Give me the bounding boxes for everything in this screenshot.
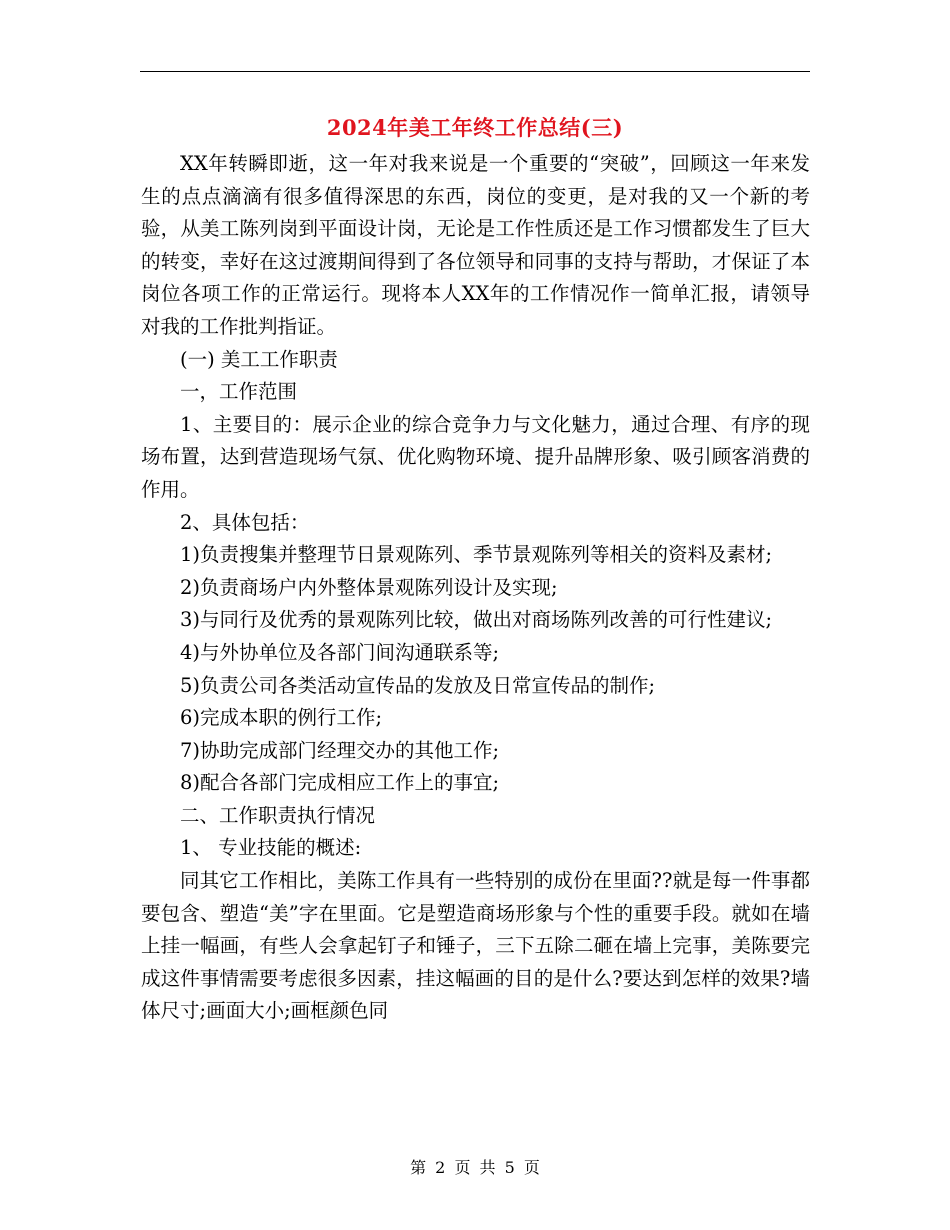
paragraph-intro: XX年转瞬即逝，这一年对我来说是一个重要的“突破”，回顾这一年来发生的点点滴滴有很多值得深思的东西，岗位的变更，是对我的又一个新的考验，从美工陈列岗到平面设计岗，无论是工作性质还是工作习惯都发生了巨大的转变，幸好在这过渡期间得到了各位领导和同事的支持与帮助，才保证了本岗位各项工作的正常运行。现将本人XX年的工作情况作一简单汇报，请领导对我的工作批判指证。 — [141, 152, 810, 338]
list-item: 8)配合各部门完成相应工作上的事宜; — [180, 771, 500, 795]
list-item: 7)协助完成部门经理交办的其他工作; — [180, 738, 500, 762]
subheading-work-scope: 一，工作范围 — [180, 380, 298, 404]
section-heading-duties: (一) 美工工作职责 — [180, 347, 338, 371]
paragraph-main-purpose: 1、主要目的：展示企业的综合竞争力与文化魅力，通过合理、有序的现场布置，达到营造现场气氛、优化购物环境、提升品牌形象、吸引顾客消费的作用。 — [141, 412, 810, 501]
list-item: 3)与同行及优秀的景观陈列比较，做出对商场陈列改善的可行性建议; — [180, 608, 773, 632]
paragraph-specifics: 2、具体包括： — [180, 510, 310, 534]
document-title: 2024年美工年终工作总结(三) — [326, 115, 624, 140]
subheading-execution: 二、工作职责执行情况 — [180, 803, 376, 827]
list-item: 2)负责商场户内外整体景观陈列设计及实现; — [180, 575, 558, 599]
header-rule — [140, 71, 810, 72]
list-item: 5)负责公司各类活动宣传品的发放及日常宣传品的制作; — [180, 673, 656, 697]
page-number: 第 2 页 共 5 页 — [410, 1158, 540, 1177]
list-item: 4)与外协单位及各部门间沟通联系等; — [180, 640, 500, 664]
paragraph-skills-heading: 1、 专业技能的概述: — [180, 836, 362, 860]
document-body — [141, 148, 810, 1028]
list-item: 6)完成本职的例行工作; — [180, 706, 383, 730]
list-item: 1)负责搜集并整理节日景观陈列、季节景观陈列等相关的资料及素材; — [180, 543, 773, 567]
paragraph-skills-body: 同其它工作相比，美陈工作具有一些特别的成份在里面??就是每一件事都要包含、塑造“美”字在里面。它是塑造商场形象与个性的重要手段。就如在墙上挂一幅画，有些人会拿起钉子和锤子，三下五除二砸在墙上完事，美陈要完成这件事情需要考虑很多因素，挂这幅画的目的是什么?要达到怎样的效果?墙体尺寸;画面大小;画框颜色同 — [141, 869, 810, 1023]
